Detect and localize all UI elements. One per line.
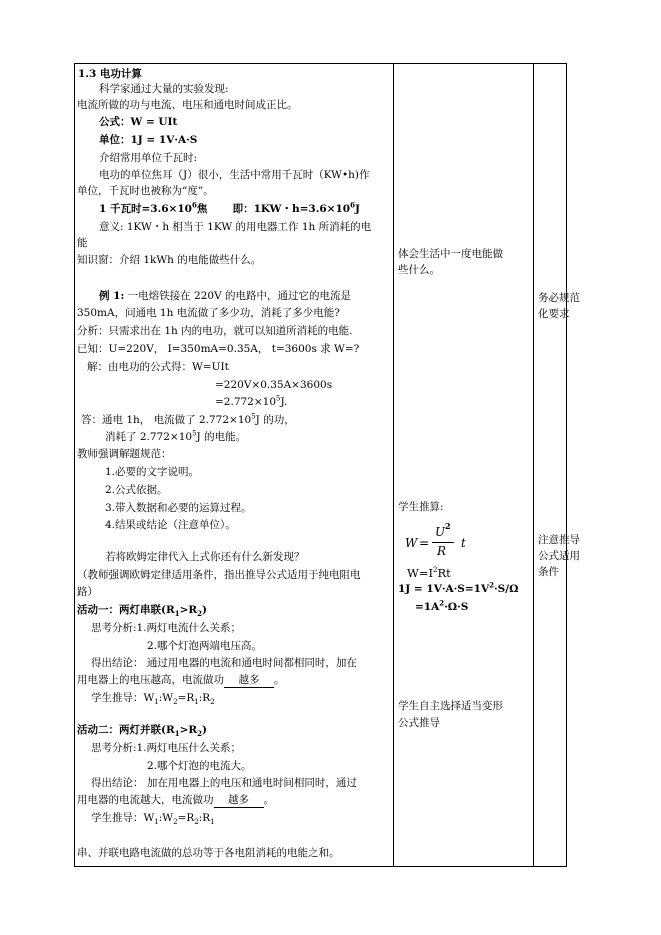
common-unit-line: 介绍常用单位千瓦时:	[99, 152, 198, 164]
formula-text: =1A	[415, 601, 440, 613]
ohm-question: 若将欧姆定律代入上式你还有什么新发现？	[105, 551, 305, 563]
col3-note: 化要求	[538, 308, 570, 320]
activity-title-text: 活动一：两灯串联(R	[77, 604, 175, 616]
col3-note: 注意推导	[538, 534, 580, 546]
solution-line	[215, 396, 287, 409]
intro-line: 电流所做的功与电流、电压和通电时间成正比。	[77, 99, 298, 111]
exponent: 5	[276, 394, 281, 403]
activity2-title: 活动二：两灯并联$(R_1>R_2)$	[77, 724, 207, 739]
formula-t: t	[461, 536, 466, 550]
example-line: 350mA，问通电 1h 电流做了多少功，消耗了多少电能?	[77, 307, 340, 319]
lesson-table	[74, 63, 580, 867]
derive-mid: :W	[158, 692, 174, 704]
example-line	[99, 290, 351, 303]
formula-tail: ·S/Ω	[494, 583, 519, 595]
activity2-question: 2.哪个灯泡的电流大。	[147, 760, 252, 772]
conclusion-end: 。	[263, 794, 274, 806]
section-heading: 1.3 电功计算	[78, 68, 142, 80]
answer-line	[105, 431, 246, 444]
col3-note: 公式适用	[538, 550, 580, 562]
col2-formula-4	[415, 598, 469, 614]
col2-note: 体会生活中一度电能做	[398, 248, 503, 260]
col3-note: 务必规范	[538, 292, 580, 304]
norm-item: 2.公式依据。	[105, 484, 168, 496]
activity1-title: 活动一：两灯串联$(R_1>R_2)$	[77, 604, 207, 619]
col2-formula-fraction	[405, 520, 515, 560]
intro-line: 科学家通过大量的实验发现:	[99, 83, 229, 95]
col2-note: 学生自主选择适当变形	[398, 700, 503, 712]
derive-eq: =R	[177, 692, 195, 704]
formula-eq: =	[419, 536, 430, 550]
exponent: 6	[350, 200, 355, 210]
fraction-bar	[432, 542, 454, 543]
derive-mid: :W	[158, 812, 174, 824]
formula-u: U	[435, 525, 446, 539]
solution-unit: J.	[280, 396, 288, 408]
activity2-conclusion: 得出结论： 加在用电器上的电压和通电时间相同时，通过	[91, 777, 357, 789]
conclusion-end: 。	[274, 674, 285, 686]
formula-line: 公式：W = UIt	[99, 116, 178, 128]
col2-note: 些什么。	[398, 264, 440, 276]
fill-blank: 越多	[224, 674, 274, 688]
answer-line	[81, 414, 295, 427]
example-text: 一电熔铁接在 220V 的电路中，通过它的电流是	[127, 290, 351, 302]
example-label: 例 1:	[99, 290, 125, 302]
common-unit-desc: 电功的单位焦耳（J）很小，生活中常用千瓦时（KW•h)作	[99, 169, 370, 181]
col3-note: 条件	[538, 566, 559, 578]
analysis-line: 分析：只需求出在 1h 内的电功，就可以知道所消耗的电能.	[77, 325, 353, 337]
activity-title-tail: >R	[179, 604, 198, 616]
conversion-b: 即：1KW・h=3.6×10	[232, 203, 351, 215]
activity1-derivation: 学生推导：$W_1:W_2=R_1:R_2$	[91, 692, 215, 707]
exponent: 6	[191, 200, 197, 210]
answer-text: 消耗了 2.772×10	[105, 431, 193, 443]
conclusion-text: 用电器的电流越大，电流做功	[77, 794, 214, 806]
activity1-question: 思考分析:1.两灯电流什么关系；	[91, 622, 242, 634]
answer-tail: J 的电能。	[196, 431, 247, 443]
solution-value: =2.772×10	[215, 396, 277, 408]
derive-text: 学生推导：W	[91, 692, 155, 704]
norm-item: 1.必要的文字说明。	[105, 466, 200, 478]
exponent: 2	[433, 566, 438, 575]
meaning-line: 意义: 1KW・h 相当于 1KW 的用电器工作 1h 所消耗的电	[99, 221, 372, 233]
exponent: 2	[489, 580, 495, 590]
norm-item: 3.带入数据和必要的运算过程。	[105, 502, 252, 514]
conversion-unit: 焦	[196, 203, 208, 215]
fill-blank: 越多	[214, 794, 264, 808]
common-unit-desc: 单位，千瓦时也被称为“度”。	[77, 185, 214, 197]
activity-title-text: 活动二：两灯并联(R	[77, 724, 175, 736]
conclusion-text: 用电器上的电压越高，电流做功	[77, 674, 224, 686]
formula-text: 1J = 1V·A·S=1V	[398, 583, 490, 595]
conversion-unit: J	[354, 203, 360, 215]
activity-title-tail: >R	[179, 724, 198, 736]
activity1-question: 2.哪个灯泡两端电压高。	[147, 640, 263, 652]
conversion-a: 1 千瓦时=3.6×10	[99, 203, 192, 215]
formula-w: W	[405, 536, 418, 550]
column-divider-1	[393, 64, 394, 866]
ohm-note: （教师强调欧姆定律适用条件，指出推导公式适用于纯电阻电	[77, 569, 361, 581]
knowledge-window: 知识窗：介绍 1kWh 的电能做些什么。	[77, 254, 262, 266]
activity1-conclusion: 得出结论： 通过用电器的电流和通电时间都相同时，加在	[91, 657, 357, 669]
solution-line: =220V×0.35A×3600s	[215, 379, 333, 391]
ohm-note: 路）	[77, 586, 98, 598]
solution-line: 解：由电功的公式得：W=UIt	[87, 361, 229, 373]
conversion-line	[99, 200, 360, 216]
derive-colon: :R	[198, 812, 211, 824]
derive-text: 学生推导：W	[91, 812, 155, 824]
answer-tail: J 的功，	[255, 414, 295, 426]
formula-tail: ·Ω·S	[444, 601, 469, 613]
derive-colon: :R	[198, 692, 211, 704]
unit-line: 单位：1J = 1V·A·S	[99, 134, 198, 146]
exponent: 2	[439, 598, 445, 608]
activity2-question: 思考分析:1.两灯电压什么关系；	[91, 742, 242, 754]
formula-r: R	[437, 544, 447, 558]
norms-title: 教师强调解题规范：	[77, 448, 172, 460]
column-divider-2	[533, 64, 534, 866]
col2-formula-2	[407, 567, 451, 580]
formula-exponent: 2	[445, 521, 451, 531]
formula-text: W=I	[407, 566, 433, 580]
summary-line: 串、并联电路电流做的总功等于各电阻消耗的电能之和。	[77, 847, 340, 859]
meaning-line: 能	[77, 237, 88, 249]
activity1-conclusion	[77, 674, 285, 688]
col2-note: 公式推导	[398, 717, 440, 729]
known-line: 已知：U=220V， I=350mA=0.35A， t=3600s 求 W=?	[77, 343, 360, 355]
exponent: 5	[251, 412, 256, 421]
formula-tail: Rt	[437, 566, 451, 580]
answer-text: 答：通电 1h， 电流做了 2.772×10	[81, 414, 252, 426]
exponent: 5	[192, 429, 197, 438]
derive-eq: =R	[177, 812, 195, 824]
activity2-derivation: 学生推导：$W_1:W_2=R_2:R_1$	[91, 812, 215, 827]
col2-derive-label: 学生推算:	[398, 501, 444, 513]
norm-item: 4.结果或结论（注意单位）。	[105, 519, 236, 531]
activity2-conclusion	[77, 794, 274, 808]
col2-formula-3	[398, 580, 519, 596]
